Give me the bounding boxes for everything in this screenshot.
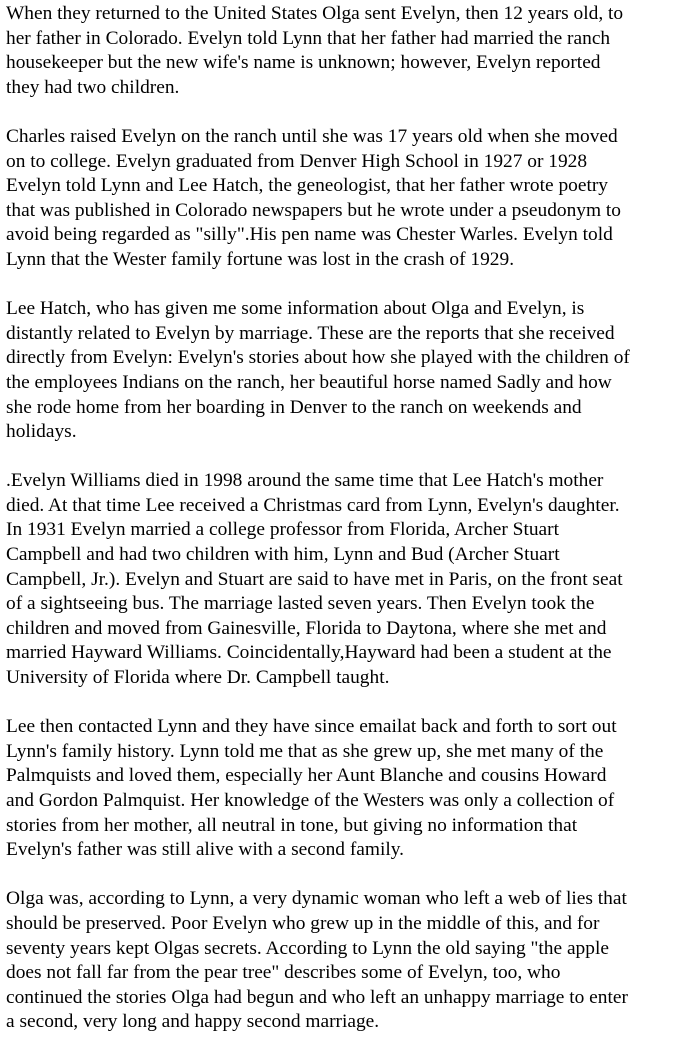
paragraph-evelyn-marriages: .Evelyn Williams died in 1998 around the same time that Lee Hatch's mother died. At that time Lee received a Christmas card from Lynn, Evelyn's daughter. In 1931 Evelyn married a college professor from Florida, Archer Stuart Campbell and had two children with him, Lynn and Bud (Archer Stuart Campbell, Jr.). Evelyn and Stuart are said to have met in Paris, on the front seat of a sightseeing bus. The marriage lasted seven years. Then Evelyn took the children and moved from Gainesville, Florida to Daytona, where she met and married Hayward Williams. Coincidentally,Hayward had been a student at the University of Florida where Dr. Campbell taught. — [6, 470, 623, 689]
paragraph-olga-web-of-lies: Olga was, according to Lynn, a very dynamic woman who left a web of lies that should be preserved. Poor Evelyn who grew up in the middle of this, and for seventy years kept Olgas secrets. According to Lynn the old saying "the apple does not fall far from the pear tree" describes some of Evelyn, too, who continued the stories Olga had begun and who left an unhappy marriage to enter a second, very long and happy second marriage. — [6, 888, 628, 1033]
paragraph-return-to-colorado: When they returned to the United States Olga sent Evelyn, then 12 years old, to her father in Colorado. Evelyn told Lynn that her father had married the ranch housekeeper but the new wife's name is unknown; however, Evelyn reported they had two children. — [6, 3, 624, 98]
paragraph-ranch-and-poetry: Charles raised Evelyn on the ranch until she was 17 years old when she moved on to college. Evelyn graduated from Denver High School in 1927 or 1928 Evelyn told Lynn and Lee Hatch, the geneologist, that her father wrote poetry that was published in Colorado newspapers but he wrote under a pseudonym to avoid being regarded as "silly".His pen name was Chester Warles. Evelyn told Lynn that the Wester family fortune was lost in the crash of 1929. — [6, 125, 621, 270]
paragraph-lee-hatch-reports: Lee Hatch, who has given me some information about Olga and Evelyn, is distantly related to Evelyn by marriage. These are the reports that she received directly from Evelyn: Evelyn's stories about how she played with the children of the employees Indians on the ranch, her beautiful horse named Sadly and how she rode home from her boarding in Denver to the ranch on weekends and holidays. — [6, 298, 630, 443]
paragraph-lynn-family-history: Lee then contacted Lynn and they have since emailat back and forth to sort out Lynn's family history. Lynn told me that as she grew up, she met many of the Palmquists and loved them, especially her Aunt Blanche and cousins Howard and Gordon Palmquist. Her knowledge of the Westers was only a collection of stories from her mother, all neutral in tone, but giving no information that Evelyn's father was still alive with a second family. — [6, 716, 617, 861]
